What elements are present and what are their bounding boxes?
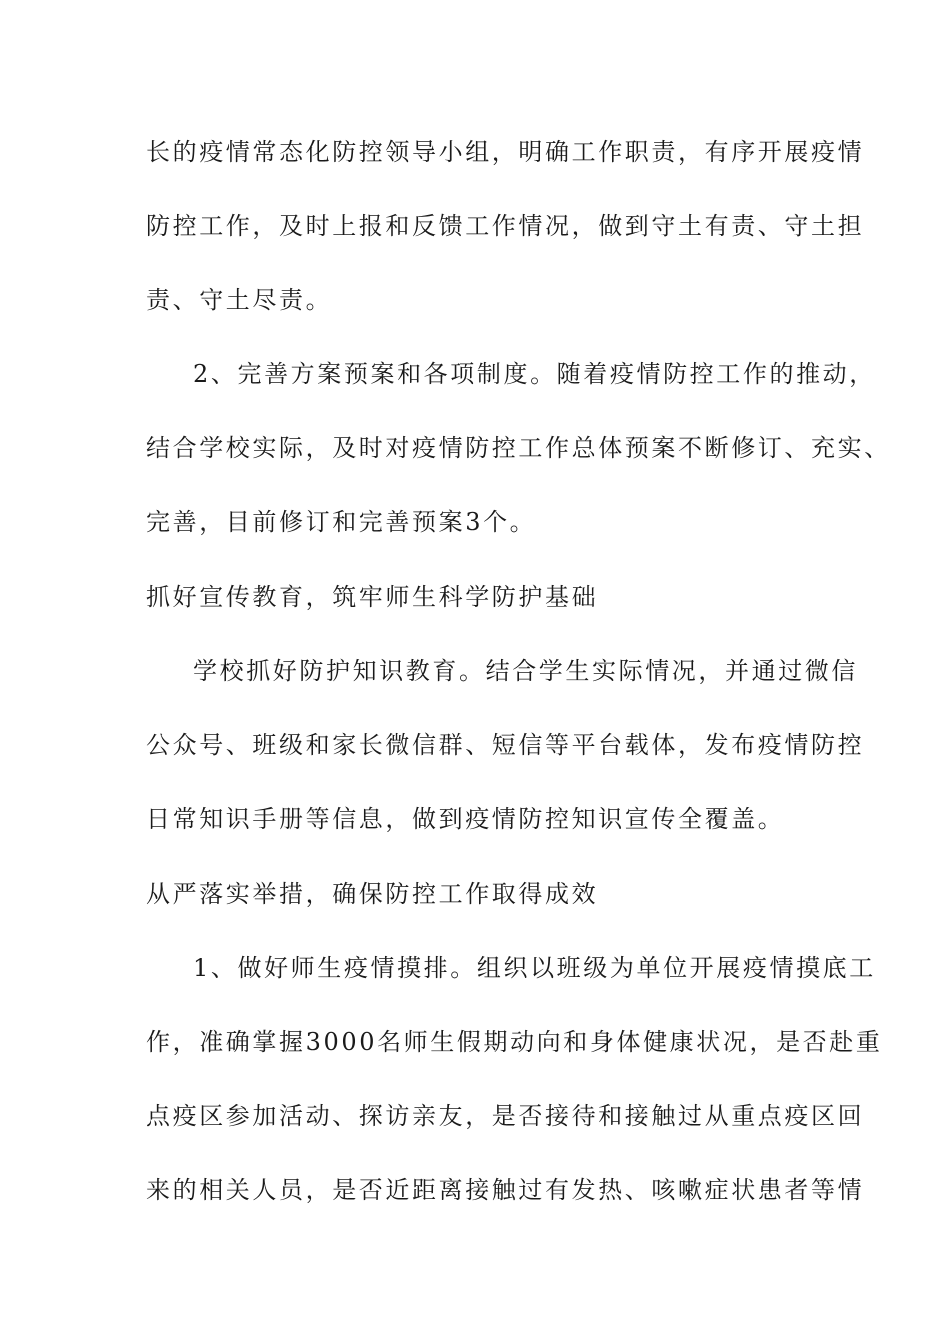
paragraph-line: 日常知识手册等信息，做到疫情防控知识宣传全覆盖。 xyxy=(146,805,785,833)
paragraph-line: 长的疫情常态化防控领导小组，明确工作职责，有序开展疫情 xyxy=(146,138,865,166)
paragraph-line: 作，准确掌握3000名师生假期动向和身体健康状况，是否赴重 xyxy=(146,1028,883,1056)
paragraph-line: 责、守土尽责。 xyxy=(146,286,333,314)
section-heading: 抓好宣传教育，筑牢师生科学防护基础 xyxy=(146,583,599,611)
section-heading: 从严落实举措，确保防控工作取得成效 xyxy=(146,880,599,908)
paragraph-line: 来的相关人员，是否近距离接触过有发热、咳嗽症状患者等情 xyxy=(146,1176,865,1204)
paragraph-line: 1、做好师生疫情摸排。组织以班级为单位开展疫情摸底工 xyxy=(193,954,876,982)
paragraph-line: 点疫区参加活动、探访亲友，是否接待和接触过从重点疫区回 xyxy=(146,1102,865,1130)
paragraph-line: 结合学校实际，及时对疫情防控工作总体预案不断修订、充实、 xyxy=(146,434,891,462)
paragraph-line: 学校抓好防护知识教育。结合学生实际情况，并通过微信 xyxy=(193,657,858,685)
paragraph-line: 2、完善方案预案和各项制度。随着疫情防控工作的推动， xyxy=(193,360,876,388)
paragraph-line: 完善，目前修订和完善预案3个。 xyxy=(146,508,537,536)
paragraph-line: 公众号、班级和家长微信群、短信等平台载体，发布疫情防控 xyxy=(146,731,865,759)
paragraph-line: 防控工作，及时上报和反馈工作情况，做到守土有责、守土担 xyxy=(146,212,865,240)
